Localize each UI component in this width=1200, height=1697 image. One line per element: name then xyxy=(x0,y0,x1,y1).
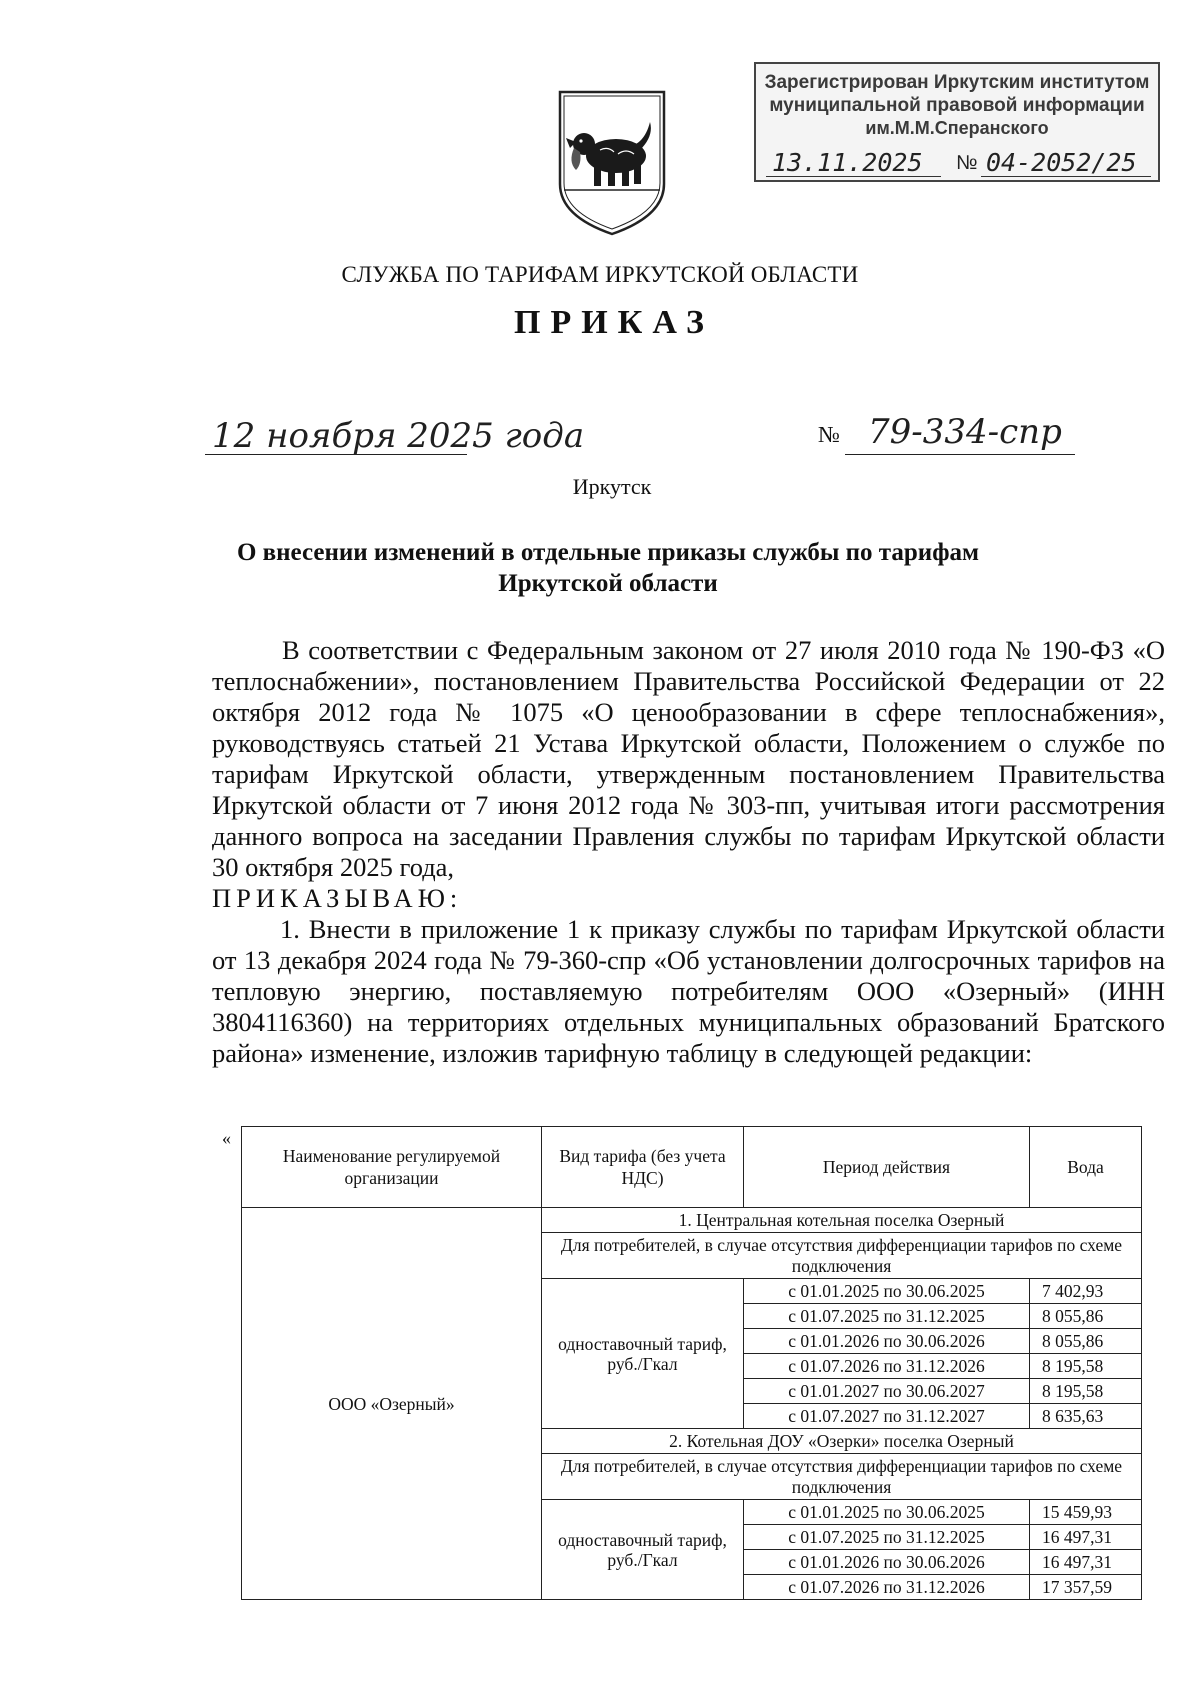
value-cell: 15 459,93 xyxy=(1030,1500,1142,1525)
document-type: ПРИКАЗ xyxy=(514,304,714,341)
value-cell: 16 497,31 xyxy=(1030,1550,1142,1575)
period-cell: с 01.07.2027 по 31.12.2027 xyxy=(744,1404,1030,1429)
section-subtitle: Для потребителей, в случае отсутствия дифференциации тарифов по схеме подключения xyxy=(542,1233,1142,1279)
period-cell: с 01.07.2026 по 31.12.2026 xyxy=(744,1354,1030,1379)
preamble-paragraph: В соответствии с Федеральным законом от 27 июля 2010 года № 190-ФЗ «О теплоснабжении», постановлением Правительства Российской Федерации от 22 октября 2012 года № 1075 «О ценообразовании в сфере теплоснабжения», руководствуясь статьей 21 Устава Иркутской области, Положением о службе по тарифам Иркутской области, утвержденным постановлением Правительства Иркутской области от 7 июня 2012 года № 303-пп, учитывая итоги рассмотрения данного вопроса на заседании Правления службы по тарифам Иркутской области 30 октября 2025 года, xyxy=(212,635,1165,882)
stamp-line-1: Зарегистрирован Иркутским институтом xyxy=(764,72,1150,93)
table-header-row xyxy=(242,1127,1142,1208)
title-line-1: О внесении изменений в отдельные приказы службы по тарифам xyxy=(236,539,980,566)
period-cell: с 01.01.2025 по 30.06.2025 xyxy=(744,1500,1030,1525)
org-name-cell: ООО «Озерный» xyxy=(242,1208,542,1600)
title-line-2: Иркутской области xyxy=(498,570,718,597)
agency-name: СЛУЖБА ПО ТАРИФАМ ИРКУТСКОЙ ОБЛАСТИ xyxy=(341,262,859,287)
stamp-line-2: муниципальной правовой информации xyxy=(769,95,1145,116)
period-cell: с 01.01.2026 по 30.06.2026 xyxy=(744,1550,1030,1575)
period-cell: с 01.01.2027 по 30.06.2027 xyxy=(744,1379,1030,1404)
number-underline xyxy=(845,454,1075,455)
value-cell: 8 055,86 xyxy=(1030,1304,1142,1329)
stamp-line-3: им.М.М.Сперанского xyxy=(865,118,1049,138)
value-cell: 7 402,93 xyxy=(1030,1279,1142,1304)
tariff-table xyxy=(241,1126,1142,1600)
section-subtitle: Для потребителей, в случае отсутствия дифференциации тарифов по схеме подключения xyxy=(542,1454,1142,1500)
value-cell: 8 635,63 xyxy=(1030,1404,1142,1429)
tariff-type-cell: одноставочный тариф, руб./Гкал xyxy=(542,1279,744,1429)
coat-of-arms-emblem xyxy=(556,88,668,238)
value-cell: 8 055,86 xyxy=(1030,1329,1142,1354)
period-cell: с 01.01.2025 по 30.06.2025 xyxy=(744,1279,1030,1304)
header-org: Наименование регулируемой организации xyxy=(242,1127,542,1208)
period-cell: с 01.07.2025 по 31.12.2025 xyxy=(744,1304,1030,1329)
value-cell: 8 195,58 xyxy=(1030,1379,1142,1404)
order-word: ПРИКАЗЫВАЮ: xyxy=(212,883,463,913)
stamp-number: 04-2052/25 xyxy=(986,148,1137,177)
document-body xyxy=(212,635,1165,1069)
tariff-type-cell: одноставочный тариф, руб./Гкал xyxy=(542,1500,744,1600)
period-cell: с 01.01.2026 по 30.06.2026 xyxy=(744,1329,1030,1354)
value-cell: 8 195,58 xyxy=(1030,1354,1142,1379)
period-cell: с 01.07.2026 по 31.12.2026 xyxy=(744,1575,1030,1600)
header-value: Вода xyxy=(1030,1127,1142,1208)
header-tariff: Вид тарифа (без учета НДС) xyxy=(542,1127,744,1208)
item-1-paragraph: 1. Внести в приложение 1 к приказу службы по тарифам Иркутской области от 13 декабря 2024 года № 79-360-спр «Об установлении долгосрочных тарифов на тепловую энергию, поставляемую потребителям ООО «Озерный» (ИНН 3804116360) на территориях отдельных муниципальных образований Братского района» изменение, изложив тарифную таблицу в следующей редакции: xyxy=(212,914,1165,1068)
city: Иркутск xyxy=(572,474,652,499)
registration-stamp xyxy=(754,62,1160,182)
section-title: 1. Центральная котельная поселка Озерный xyxy=(542,1208,1142,1233)
date-underline xyxy=(205,454,467,455)
order-number-sign: № xyxy=(818,422,840,447)
stamp-date: 13.11.2025 xyxy=(772,148,923,177)
table-open-quote: « xyxy=(222,1128,231,1148)
order-number: 79-334-спр xyxy=(868,412,1062,452)
value-cell: 17 357,59 xyxy=(1030,1575,1142,1600)
section-title: 2. Котельная ДОУ «Озерки» поселка Озерный xyxy=(542,1429,1142,1454)
order-date: 12 ноября 2025 года xyxy=(212,416,585,456)
document-title xyxy=(0,537,1200,599)
period-cell: с 01.07.2025 по 31.12.2025 xyxy=(744,1525,1030,1550)
value-cell: 16 497,31 xyxy=(1030,1525,1142,1550)
header-period: Период действия xyxy=(744,1127,1030,1208)
stamp-number-sign: № xyxy=(956,152,978,174)
